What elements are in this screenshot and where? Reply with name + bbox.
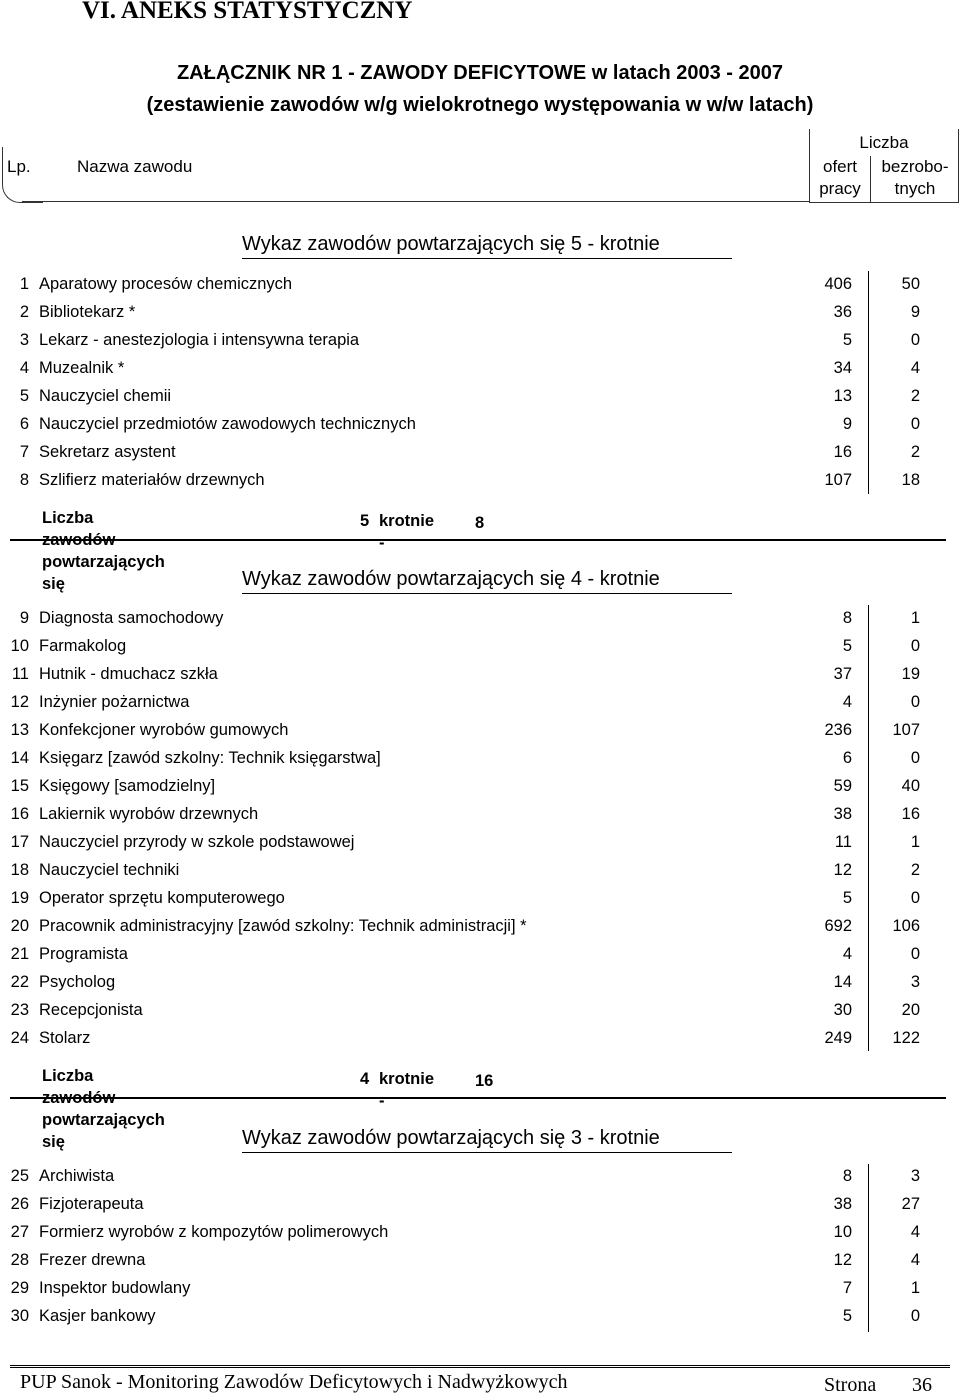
job-offers-count: 13	[833, 387, 852, 405]
unemployed-count: 16	[901, 805, 920, 823]
occupation-name: Konfekcjoner wyrobów gumowych	[39, 721, 289, 739]
row-number: 5	[19, 387, 29, 405]
table-row	[0, 887, 960, 915]
row-number: 2	[19, 303, 29, 321]
job-offers-count: 5	[842, 1307, 852, 1325]
unemployed-count: 0	[910, 749, 920, 767]
summary-count: 8	[475, 514, 485, 532]
unemployed-count: 3	[910, 973, 920, 991]
job-offers-count: 5	[842, 637, 852, 655]
summary-krotnie: krotnie -	[379, 1070, 435, 1110]
header-liczba: Liczba	[859, 133, 909, 152]
occupation-name: Psycholog	[39, 973, 116, 991]
document-title: ZAŁĄCZNIK NR 1 - ZAWODY DEFICYTOWE w latach 2003 - 2007	[176, 62, 784, 84]
row-number: 16	[10, 805, 29, 823]
row-number: 22	[10, 973, 29, 991]
unemployed-count: 9	[910, 303, 920, 321]
unemployed-count: 4	[910, 1223, 920, 1241]
row-number: 3	[19, 331, 29, 349]
table-row	[0, 1221, 960, 1249]
job-offers-count: 692	[824, 917, 852, 935]
unemployed-count: 0	[910, 945, 920, 963]
row-number: 9	[19, 609, 29, 627]
row-number: 20	[10, 917, 29, 935]
occupation-name: Nauczyciel chemii	[39, 387, 172, 405]
row-number: 7	[19, 443, 29, 461]
occupation-name: Aparatowy procesów chemicznych	[39, 275, 293, 293]
unemployed-count: 19	[901, 665, 920, 683]
header-ofert	[810, 156, 870, 200]
group-title: Wykaz zawodów powtarzających się 3 - krotnie	[242, 1125, 732, 1153]
table-row	[0, 357, 960, 385]
unemployed-count: 0	[910, 1307, 920, 1325]
job-offers-count: 4	[842, 945, 852, 963]
row-number: 18	[10, 861, 29, 879]
unemployed-count: 0	[910, 415, 920, 433]
group-title: Wykaz zawodów powtarzających się 5 - krotnie	[242, 231, 732, 259]
job-offers-count: 34	[833, 359, 852, 377]
unemployed-count: 107	[892, 721, 920, 739]
occupation-name: Nauczyciel przedmiotów zawodowych technicznych	[39, 415, 416, 433]
header-bezr-line2: tnych	[894, 179, 936, 198]
job-offers-count: 8	[842, 609, 852, 627]
table-row	[0, 943, 960, 971]
table-row	[0, 775, 960, 803]
row-number: 6	[19, 415, 29, 433]
footer-page-number: 36	[912, 1374, 932, 1396]
job-offers-count: 36	[833, 303, 852, 321]
table-row	[0, 1165, 960, 1193]
occupation-name: Księgarz [zawód szkolny: Technik księgarstwa]	[39, 749, 381, 767]
occupation-name: Szlifierz materiałów drzewnych	[39, 471, 265, 489]
occupation-name: Operator sprzętu komputerowego	[39, 889, 285, 907]
table-row	[0, 329, 960, 357]
document-subtitle: (zestawienie zawodów w/g wielokrotnego występowania w w/w latach)	[146, 94, 814, 116]
job-offers-count: 4	[842, 693, 852, 711]
unemployed-count: 0	[910, 331, 920, 349]
summary-krotnie: krotnie -	[379, 512, 435, 552]
table-row	[0, 273, 960, 301]
row-number: 19	[10, 889, 29, 907]
job-offers-count: 406	[824, 275, 852, 293]
job-offers-count: 11	[834, 833, 852, 851]
job-offers-count: 249	[824, 1029, 852, 1047]
row-number: 27	[10, 1223, 29, 1241]
row-number: 15	[10, 777, 29, 795]
row-number: 23	[10, 1001, 29, 1019]
job-offers-count: 5	[842, 331, 852, 349]
occupation-name: Farmakolog	[39, 637, 127, 655]
job-offers-count: 7	[842, 1279, 852, 1297]
unemployed-count: 2	[910, 861, 920, 879]
occupation-name: Hutnik - dmuchacz szkła	[39, 665, 218, 683]
row-number: 24	[10, 1029, 29, 1047]
row-number: 26	[10, 1195, 29, 1213]
table-row	[0, 971, 960, 999]
header-bezrobotnych	[872, 156, 958, 200]
table-row	[0, 607, 960, 635]
unemployed-count: 0	[910, 693, 920, 711]
occupation-name: Archiwista	[39, 1167, 115, 1185]
footer-page-label: Strona	[824, 1374, 877, 1396]
occupation-name: Inspektor budowlany	[39, 1279, 191, 1297]
job-offers-count: 5	[842, 889, 852, 907]
group-title: Wykaz zawodów powtarzających się 4 - krotnie	[242, 566, 732, 594]
job-offers-count: 14	[833, 973, 852, 991]
summary-count: 16	[475, 1072, 494, 1090]
table-row	[0, 915, 960, 943]
job-offers-count: 59	[833, 777, 852, 795]
occupation-name: Frezer drewna	[39, 1251, 146, 1269]
table-row	[0, 1193, 960, 1221]
header-border-bottom	[22, 201, 809, 202]
job-offers-count: 38	[833, 805, 852, 823]
occupation-name: Inżynier pożarnictwa	[39, 693, 190, 711]
summary-n: 4	[360, 1070, 370, 1088]
occupation-name: Bibliotekarz *	[39, 303, 136, 321]
unemployed-count: 1	[910, 609, 920, 627]
table-header	[2, 129, 958, 203]
table-row	[0, 691, 960, 719]
header-ofert-line2: pracy	[819, 179, 861, 198]
row-number: 29	[10, 1279, 29, 1297]
job-offers-count: 6	[842, 749, 852, 767]
row-number: 30	[10, 1307, 29, 1325]
table-row	[0, 747, 960, 775]
table-row	[0, 469, 960, 497]
row-number: 12	[10, 693, 29, 711]
occupation-name: Formierz wyrobów z kompozytów polimerowych	[39, 1223, 389, 1241]
occupation-name: Diagnosta samochodowy	[39, 609, 224, 627]
occupation-name: Recepcjonista	[39, 1001, 143, 1019]
table-row	[0, 635, 960, 663]
summary-label: Liczba zawodów powtarzających się	[42, 1067, 165, 1151]
header-divider	[870, 156, 871, 202]
table-row	[0, 413, 960, 441]
occupation-name: Muzealnik *	[39, 359, 125, 377]
occupation-name: Stolarz	[39, 1029, 91, 1047]
table-row	[0, 441, 960, 469]
occupation-name: Programista	[39, 945, 128, 963]
header-ofert-line1: ofert	[822, 157, 858, 176]
table-row	[0, 803, 960, 831]
unemployed-count: 18	[901, 471, 920, 489]
table-row	[0, 301, 960, 329]
table-row	[0, 719, 960, 747]
divider	[10, 1097, 946, 1099]
unemployed-count: 1	[910, 833, 920, 851]
row-number: 1	[19, 275, 29, 293]
table-row	[0, 1277, 960, 1305]
job-offers-count: 236	[824, 721, 852, 739]
unemployed-count: 0	[910, 637, 920, 655]
job-offers-count: 107	[824, 471, 852, 489]
header-lp: Lp.	[7, 157, 31, 176]
unemployed-count: 20	[901, 1001, 920, 1019]
unemployed-count: 27	[901, 1195, 920, 1213]
header-liczba-column	[809, 129, 959, 203]
unemployed-count: 4	[910, 1251, 920, 1269]
job-offers-count: 12	[833, 1251, 852, 1269]
table-row	[0, 999, 960, 1027]
job-offers-count: 38	[833, 1195, 852, 1213]
divider	[10, 539, 946, 541]
table-row	[0, 1305, 960, 1333]
row-number: 25	[10, 1167, 29, 1185]
job-offers-count: 8	[842, 1167, 852, 1185]
job-offers-count: 16	[833, 443, 852, 461]
unemployed-count: 106	[892, 917, 920, 935]
occupation-name: Sekretarz asystent	[39, 443, 176, 461]
unemployed-count: 122	[892, 1029, 920, 1047]
occupation-name: Lekarz - anestezjologia i intensywna terapia	[39, 331, 360, 349]
occupation-name: Nauczyciel techniki	[39, 861, 180, 879]
unemployed-count: 3	[910, 1167, 920, 1185]
unemployed-count: 40	[901, 777, 920, 795]
unemployed-count: 4	[910, 359, 920, 377]
occupation-name: Lakiernik wyrobów drzewnych	[39, 805, 259, 823]
unemployed-count: 2	[910, 387, 920, 405]
summary-n: 5	[360, 512, 370, 530]
job-offers-count: 37	[833, 665, 852, 683]
footer-rule	[10, 1365, 950, 1366]
table-row	[0, 1027, 960, 1055]
job-offers-count: 30	[833, 1001, 852, 1019]
occupation-name: Fizjoterapeuta	[39, 1195, 144, 1213]
occupation-name: Kasjer bankowy	[39, 1307, 156, 1325]
row-number: 28	[10, 1251, 29, 1269]
table-row	[0, 859, 960, 887]
unemployed-count: 2	[910, 443, 920, 461]
job-offers-count: 12	[833, 861, 852, 879]
job-offers-count: 10	[833, 1223, 852, 1241]
row-number: 10	[10, 637, 29, 655]
occupation-name: Pracownik administracyjny [zawód szkolny: Technik administracji] *	[39, 917, 527, 935]
table-row	[0, 831, 960, 859]
footer-rule-2	[10, 1367, 950, 1368]
unemployed-count: 1	[910, 1279, 920, 1297]
unemployed-count: 50	[901, 275, 920, 293]
header-bezr-line1: bezrobo-	[881, 157, 949, 176]
row-number: 11	[11, 665, 29, 683]
row-number: 17	[10, 833, 29, 851]
table-row	[0, 385, 960, 413]
section-title: VI. ANEKS STATYSTYCZNY	[82, 0, 413, 24]
row-number: 14	[10, 749, 29, 767]
row-number: 8	[19, 471, 29, 489]
row-number: 21	[10, 945, 29, 963]
table-row	[0, 1249, 960, 1277]
unemployed-count: 0	[910, 889, 920, 907]
table-row	[0, 663, 960, 691]
occupation-name: Nauczyciel przyrody w szkole podstawowej	[39, 833, 355, 851]
summary-label: Liczba zawodów powtarzających się	[42, 509, 165, 593]
row-number: 13	[10, 721, 29, 739]
footer-source: PUP Sanok - Monitoring Zawodów Deficytowych i Nadwyżkowych	[20, 1371, 568, 1393]
job-offers-count: 9	[842, 415, 852, 433]
row-number: 4	[19, 359, 29, 377]
occupation-name: Księgowy [samodzielny]	[39, 777, 216, 795]
header-nazwa: Nazwa zawodu	[77, 157, 193, 176]
